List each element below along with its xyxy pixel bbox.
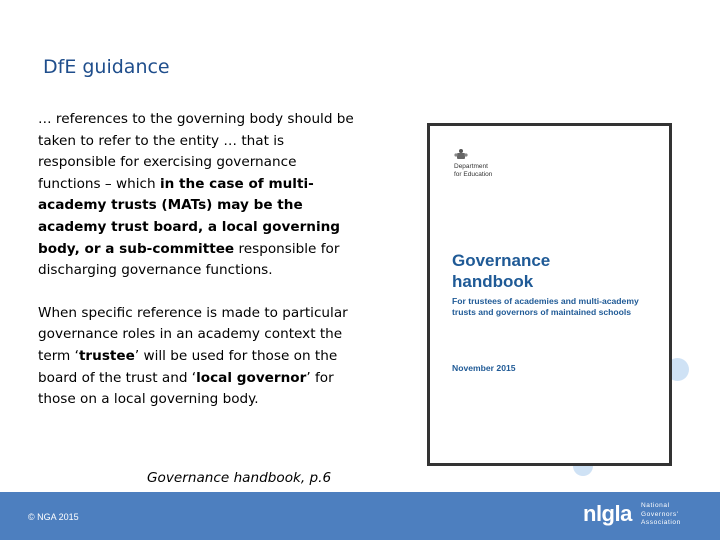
department-line-2: for Education bbox=[454, 170, 493, 178]
footer-bar bbox=[0, 492, 720, 540]
royal-crest-icon bbox=[454, 148, 468, 161]
term-trustee: trustee bbox=[78, 347, 135, 364]
cover-title-line-1: Governance bbox=[452, 251, 551, 270]
term-local-governor: local governor bbox=[196, 369, 307, 386]
paragraph-1-text: … references to the governing body should be taken to refer to the entity … that is responsible for exercising governance functions – which bbox=[38, 111, 354, 192]
quote-close-2: ’ bbox=[306, 369, 311, 386]
logo-line-3: Association bbox=[641, 519, 681, 526]
logo-wordmark bbox=[641, 502, 681, 528]
logo-line-1: National bbox=[641, 502, 670, 509]
quote-open-1: ‘ bbox=[74, 347, 79, 364]
paragraph-1-bold: in the case of multi-academy trusts (MATs) may be the academy trust board, a local governing body, or a sub-committee bbox=[38, 175, 341, 257]
slide-title: DfE guidance bbox=[43, 56, 170, 78]
handbook-cover-image bbox=[427, 123, 672, 466]
paragraph-1 bbox=[38, 109, 358, 282]
paragraph-2 bbox=[38, 303, 358, 411]
paragraph-2-part3: for those on a local governing body. bbox=[38, 369, 334, 408]
department-line-1: Department bbox=[454, 163, 488, 170]
nga-logo bbox=[583, 500, 693, 532]
paragraph-2-part1: When specific reference is made to particular governance roles in an academy context the term bbox=[38, 304, 348, 364]
cover-subtitle: For trustees of academies and multi-academy trusts and governors of maintained schools bbox=[452, 296, 639, 317]
cover-title bbox=[452, 250, 550, 292]
logo-line-2: Governors' bbox=[641, 510, 679, 518]
cover-date: November 2015 bbox=[452, 363, 516, 373]
body-text bbox=[38, 109, 358, 411]
copyright: © NGA 2015 bbox=[28, 512, 79, 522]
paragraph-1-tail: responsible for discharging governance functions. bbox=[38, 240, 340, 279]
logo-mark: nlgla bbox=[583, 501, 632, 526]
quote-open-2: ‘ bbox=[191, 369, 197, 386]
department-name bbox=[454, 163, 492, 178]
cover-title-line-2: handbook bbox=[452, 272, 534, 291]
citation: Governance handbook, p.6 bbox=[147, 470, 332, 486]
paragraph-2-part2: will be used for those on the board of the trust and bbox=[38, 347, 338, 386]
quote-close-1: ’ bbox=[134, 347, 140, 364]
